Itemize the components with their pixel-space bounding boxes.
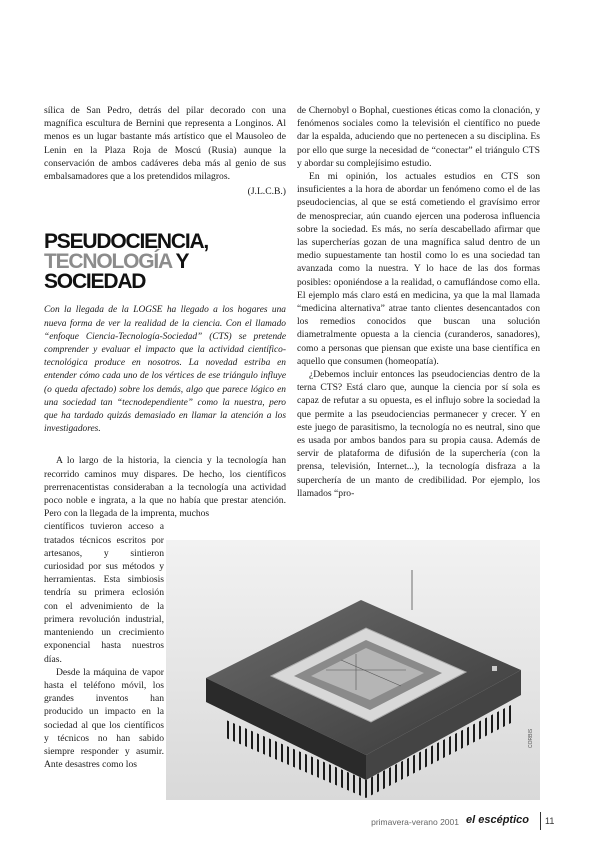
page-number: 11 <box>545 816 555 826</box>
body-paragraph-1-cont: científicos tuvieron acceso a tratados técnicos escritos por artesanos, y sintieron curiosidad por sus métodos y herramientas. Esta simbiosis tendría su primera eclosión con el advenimiento de la primera revolución industrial, manteniendo un crecimiento exponencial hasta nuestros días. <box>44 521 164 665</box>
title-y: Y <box>171 250 189 274</box>
right-paragraph-1: de Chernobyl o Bophal, cuestiones éticas como la clonación, y fenómenos sociales como la televisión el científico no puede dar la espalda, aduciendo que no pertenecen a su disciplina. Es por ello que surge la necesidad de “conectar” el triángulo CTS y abordar su complejísimo estudio. <box>297 105 540 169</box>
title-tecnologia: TECNOLOGÍA <box>44 250 172 274</box>
page-footer <box>0 812 595 832</box>
body-paragraph-1: A lo largo de la historia, la ciencia y la tecnología han recorrido caminos muy dispares. De hecho, los científicos prerrenacentistas consideraban a la tecnología una actividad poco noble e ingrata, a la que no había que prestar atención. Pero con la llegada de la imprenta, muchos <box>44 455 286 520</box>
title-line-3: SOCIEDAD <box>44 270 146 294</box>
right-paragraph-2: En mi opinión, los actuales estudios en CTS son insuficientes a la hora de abordar un fenómeno como el de las pseudociencias, al que se está cometiendo el gravísimo error de menospreciar, aún cuando ejercen una poderosa influencia sobre la sociedad. Es más, no sería descabellado afirmar que las supercherías gozan de una magnífica salud dentro de un medio supuestamente tan hostil como lo es una sociedad tan avanzada como la nuestra. Y lo hace de las dos formas posibles: oponiéndose a la realidad, o camuflándose como ella. El ejemplo más claro está en medicina, ya que la mal llamada “medicina alternativa” atrae tanto clientes desencantados con los remedios conocidos que buscan una solución diametralmente opuesta a la ciencia (curanderos, sanadores), como a personas que piensan que existe una base científica en aquello que consumen (homeopatía). <box>297 171 540 367</box>
issue-date: primavera-verano 2001 <box>371 817 459 827</box>
body-paragraph-2: Desde la máquina de vapor hasta el teléfono móvil, los grandes inventos han producido un impacto en la sociedad al que los científicos y técnicos no han sabido siempre responder y asumir. Ante desastres como los <box>44 666 164 771</box>
photo-credit: CORBIS <box>528 728 534 748</box>
left-paragraph-1: sílica de San Pedro, detrás del pilar decorado con una magnífica escultura de Bernini que representa a Longinos. Al menos es un lugar bastante más artístico que el Mausoleo de Lenin en la Plaza Roja de Moscú (Rusia) aunque la conservación de ambos cadáveres deba más al genio de sus embalsamadores que a los pretendidos milagros. <box>44 105 286 183</box>
title-line-1: PSEUDOCIENCIA, <box>44 230 209 254</box>
article-lead: Con la llegada de la LOGSE ha llegado a los hogares una nueva forma de ver la realidad de la ciencia. Con el llamado “enfoque Ciencia-Tecnología-Sociedad” (CTS) se pretende comprender y evaluar el impacto que la actividad científico-tecnológica produce en nosotros. La novedad estriba en entender cómo cada uno de los vértices de ese triángulo influye (o queda afectado) sobre los demás, algo que parece lógico en una sociedad tan “tecnodependiente” como la nuestra, pero que ha tardado quizás demasiado en llamar la atención a los investigadores. <box>44 305 286 435</box>
magazine-name: el escéptico <box>466 814 529 826</box>
microchip-illustration <box>166 540 540 800</box>
footer-divider <box>540 812 541 830</box>
right-paragraph-3: ¿Debemos incluir entonces las pseudociencias dentro de la terna CTS? Está claro que, aunque la ciencia por sí sola es capaz de refutar a su opuesta, es el influjo sobre la sociedad la que permite a las pseudociencias permanecer y crecer. Y en este juego de parasitismo, la tecnología no es neutral, sino que es usada por ambos bandos para su propia causa. Además de servir de plataforma de difusión de la superchería (con la prensa, televisión, Internet...), la tecnología disfraza a la superchería de un manto de credibilidad. Por ejemplo, los llamados “pro- <box>297 369 540 499</box>
right-column <box>297 104 540 500</box>
author-signature: (J.L.C.B.) <box>247 186 286 198</box>
microchip-photo <box>166 540 540 800</box>
article-title <box>44 232 286 292</box>
